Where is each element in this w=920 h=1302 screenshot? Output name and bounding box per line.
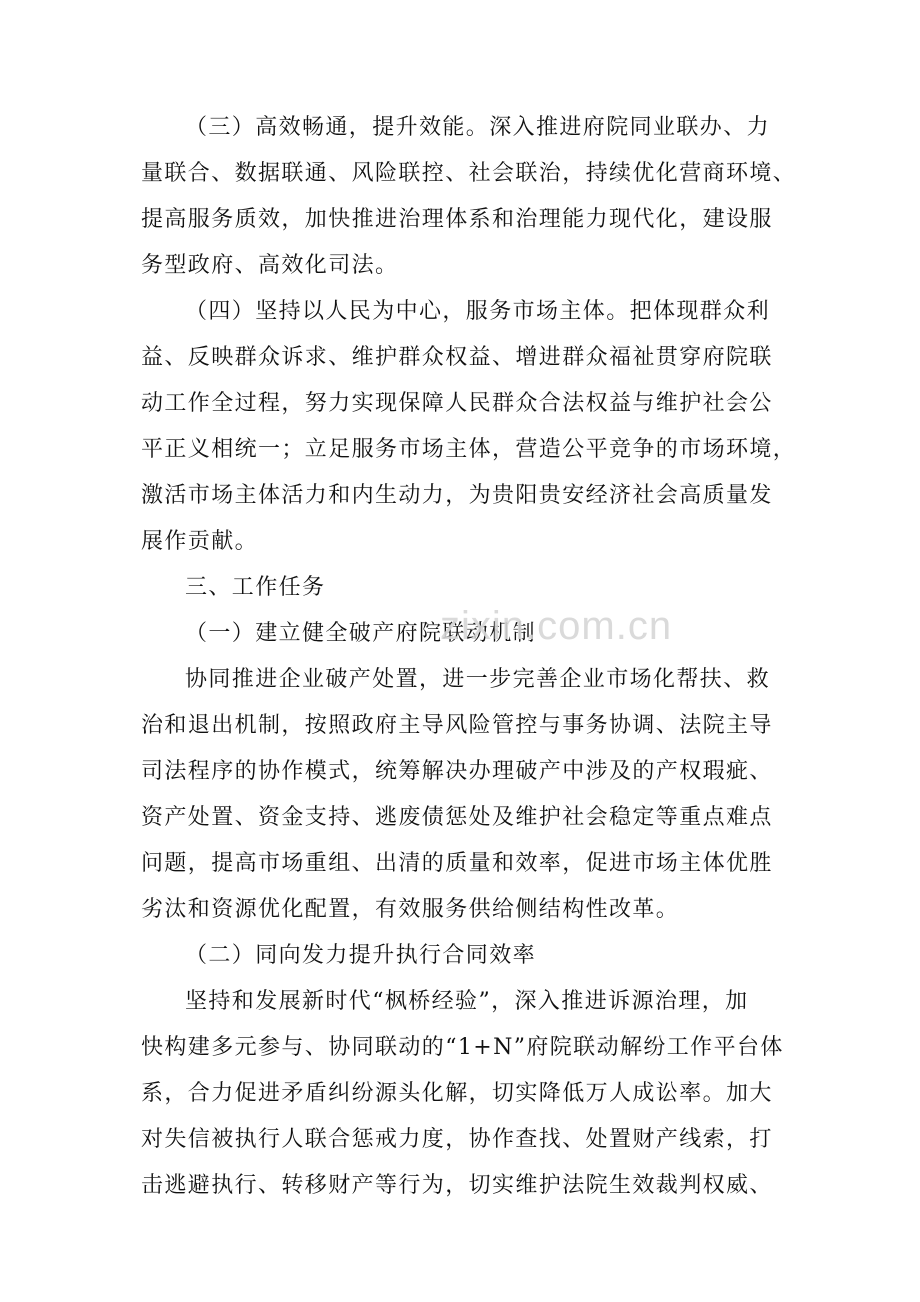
document-body (141, 105, 801, 1209)
paragraph-line: 量联合、数据联通、风险联控、社会联治，持续优化营商环境、 (141, 161, 797, 186)
paragraph-line: （四）坚持以人民为中心，服务市场主体。把体现群众利 (185, 299, 771, 324)
section-heading: 三、工作任务 (185, 575, 326, 600)
paragraph-line: 问题，提高市场重组、出清的质量和效率，促进市场主体优胜 (141, 851, 773, 876)
paragraph-line: 系，合力促进矛盾纠纷源头化解，切实降低万人成讼率。加大 (141, 1081, 773, 1106)
paragraph-line: 对失信被执行人联合惩戒力度，协作查找、处置财产线索，打 (141, 1127, 773, 1152)
paragraph-line: 平正义相统一；立足服务市场主体，营造公平竞争的市场环境， (141, 437, 797, 462)
paragraph-line: 动工作全过程，努力实现保障人民群众合法权益与维护社会公 (141, 391, 773, 416)
paragraph-line: 益、反映群众诉求、维护群众权益、增进群众福祉贯穿府院联 (141, 345, 773, 370)
paragraph-line: （三）高效畅通，提升效能。深入推进府院同业联办、力 (185, 115, 771, 140)
paragraph-line: 快构建多元参与、协同联动的“1+N”府院联动解纷工作平台体 (141, 1035, 784, 1060)
paragraph-line: 资产处置、资金支持、逃废债惩处及维护社会稳定等重点难点 (141, 805, 773, 830)
paragraph-line: 司法程序的协作模式，统筹解决办理破产中涉及的产权瑕疵、 (141, 759, 773, 784)
paragraph-line: 激活市场主体活力和内生动力，为贵阳贵安经济社会高质量发 (141, 483, 773, 508)
paragraph-line: 击逃避执行、转移财产等行为，切实维护法院生效裁判权威、 (141, 1173, 773, 1198)
paragraph-line: 坚持和发展新时代“枫桥经验”，深入推进诉源治理，加 (185, 989, 749, 1014)
paragraph-line: 劣汰和资源优化配置，有效服务供给侧结构性改革。 (141, 897, 680, 922)
subsection-heading: （二）同向发力提升执行合同效率 (185, 943, 537, 968)
paragraph-line: 务型政府、高效化司法。 (141, 253, 399, 278)
paragraph-line: 治和退出机制，按照政府主导风险管控与事务协调、法院主导 (141, 713, 773, 738)
paragraph-line: 协同推进企业破产处置，进一步完善企业市场化帮扶、救 (185, 667, 771, 692)
watermark-text: zixin.com.cn (440, 604, 673, 648)
paragraph-line: 提高服务质效，加快推进治理体系和治理能力现代化，建设服 (141, 207, 773, 232)
paragraph-line: 展作贡献。 (141, 529, 259, 554)
subsection-heading: （一）建立健全破产府院联动机制 (185, 621, 537, 646)
